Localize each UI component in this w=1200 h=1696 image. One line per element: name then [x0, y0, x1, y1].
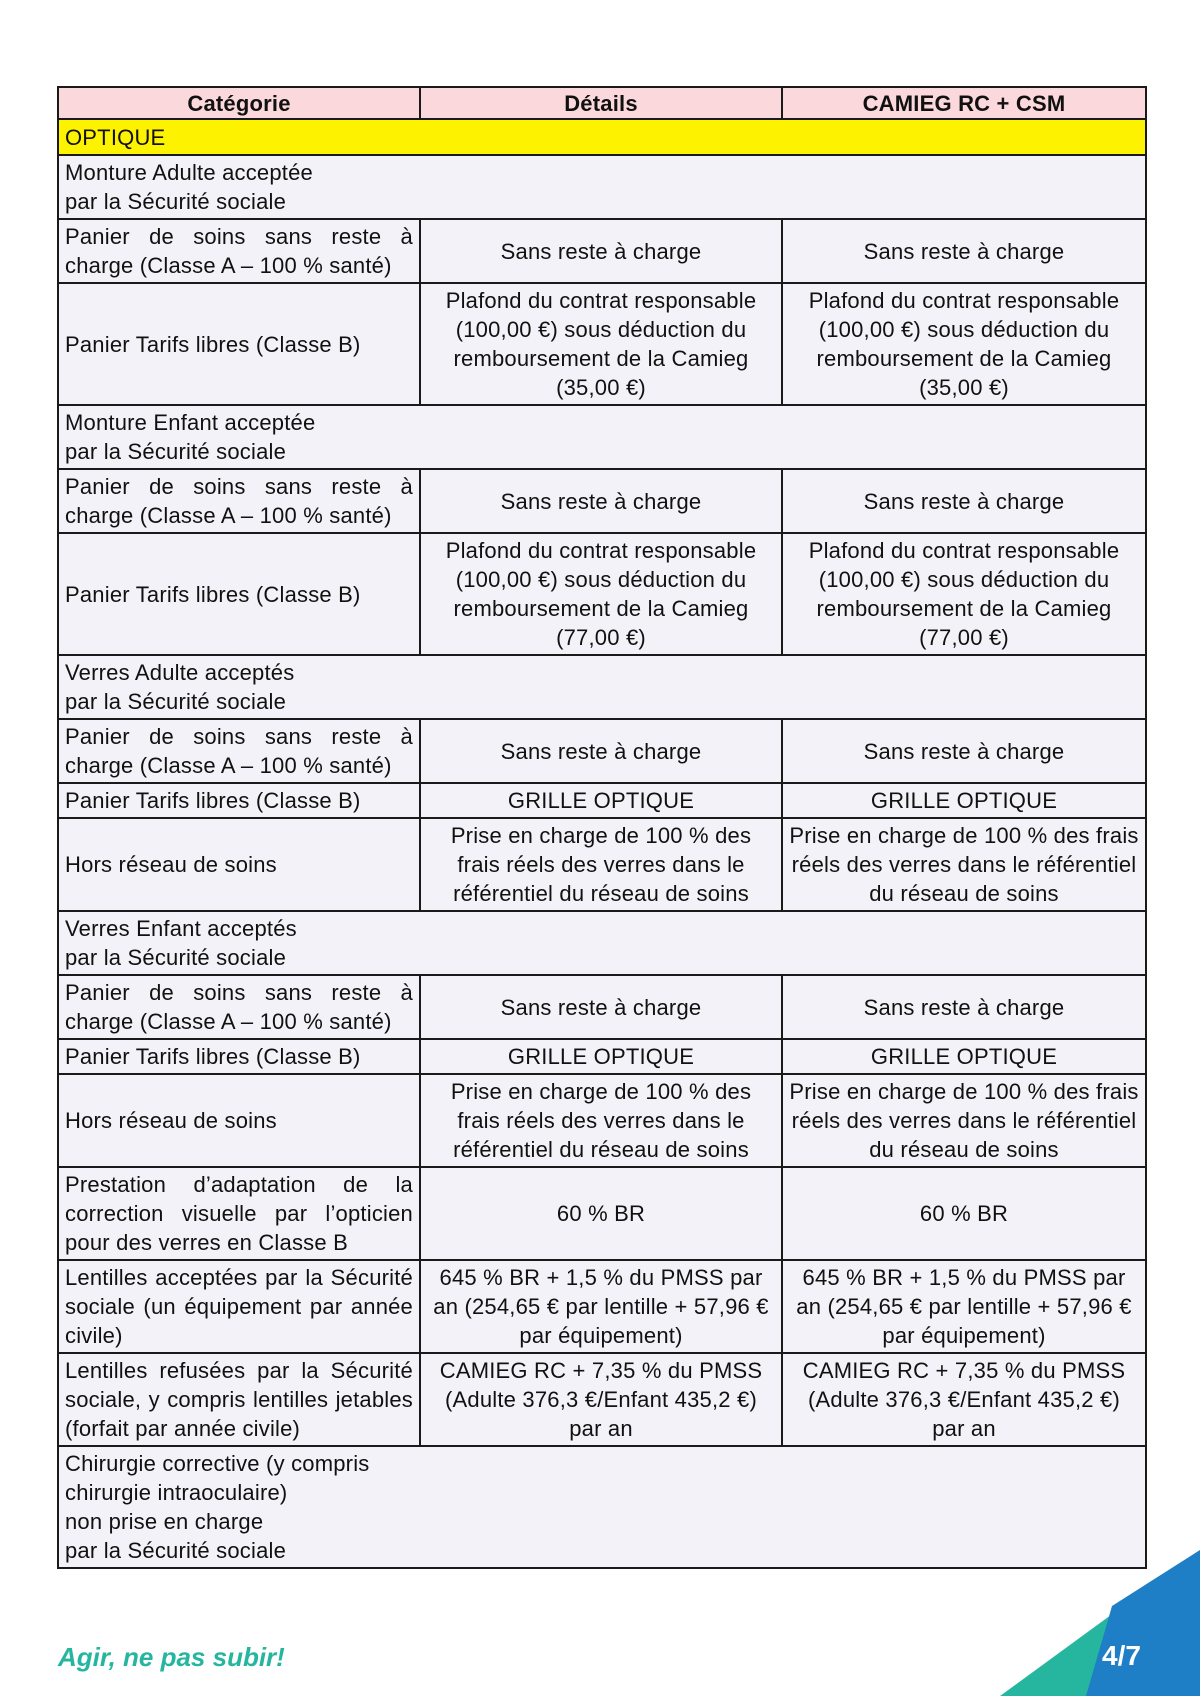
category-cell: Hors réseau de soins — [58, 1074, 420, 1167]
group-heading-line: Monture Enfant acceptée — [65, 410, 316, 435]
group-heading-line: chirurgie intraoculaire) — [65, 1480, 288, 1505]
table-row — [58, 1353, 1146, 1446]
details-cell: Prise en charge de 100 % des frais réels des verres dans le référentiel du réseau de soins — [420, 818, 782, 911]
details-cell: Prise en charge de 100 % des frais réels des verres dans le référentiel du réseau de soins — [420, 1074, 782, 1167]
category-cell: Lentilles acceptées par la Sécurité sociale (un équipement par année civile) — [58, 1260, 420, 1353]
details-cell: Sans reste à charge — [420, 219, 782, 283]
table-row — [58, 1167, 1146, 1260]
category-cell: Hors réseau de soins — [58, 818, 420, 911]
details-cell: CAMIEG RC + 7,35 % du PMSS (Adulte 376,3 €/Enfant 435,2 €) par an — [420, 1353, 782, 1446]
group-heading-line: par la Sécurité sociale — [65, 689, 287, 714]
group-heading — [58, 911, 1146, 975]
category-cell: Panier de soins sans reste à charge (Classe A – 100 % santé) — [58, 219, 420, 283]
group-heading-line: Verres Adulte acceptés — [65, 660, 295, 685]
corner-decoration — [1000, 1546, 1200, 1696]
category-cell: Lentilles refusées par la Sécurité sociale, y compris lentilles jetables (forfait par année civile) — [58, 1353, 420, 1446]
group-heading-line: Verres Enfant acceptés — [65, 916, 297, 941]
category-cell: Panier Tarifs libres (Classe B) — [58, 1039, 420, 1074]
table-row — [58, 533, 1146, 655]
group-heading — [58, 155, 1146, 219]
group-heading-row — [58, 405, 1146, 469]
category-cell: Prestation d’adaptation de la correction visuelle par l’opticien pour des verres en Classe B — [58, 1167, 420, 1260]
camieg-cell: 645 % BR + 1,5 % du PMSS par an (254,65 € par lentille + 57,96 € par équipement) — [782, 1260, 1146, 1353]
section-row — [58, 119, 1146, 155]
camieg-cell: Sans reste à charge — [782, 719, 1146, 783]
section-title: OPTIQUE — [58, 119, 1146, 155]
group-heading-line: par la Sécurité sociale — [65, 439, 287, 464]
table-row — [58, 818, 1146, 911]
column-header-categorie: Catégorie — [58, 87, 420, 119]
group-heading — [58, 655, 1146, 719]
table-row — [58, 469, 1146, 533]
group-heading-line: Chirurgie corrective (y compris — [65, 1451, 370, 1476]
table-row — [58, 783, 1146, 818]
details-cell: Plafond du contrat responsable (100,00 €) sous déduction du remboursement de la Camieg (35,00 €) — [420, 283, 782, 405]
camieg-cell: Sans reste à charge — [782, 219, 1146, 283]
table-body — [58, 119, 1146, 1568]
details-cell: Sans reste à charge — [420, 975, 782, 1039]
camieg-cell: Plafond du contrat responsable (100,00 €) sous déduction du remboursement de la Camieg (35,00 €) — [782, 283, 1146, 405]
category-cell: Panier Tarifs libres (Classe B) — [58, 533, 420, 655]
details-cell: 60 % BR — [420, 1167, 782, 1260]
column-header-details: Détails — [420, 87, 782, 119]
details-cell: GRILLE OPTIQUE — [420, 783, 782, 818]
category-cell: Panier de soins sans reste à charge (Classe A – 100 % santé) — [58, 975, 420, 1039]
table-row — [58, 219, 1146, 283]
table-row — [58, 1039, 1146, 1074]
group-heading-row — [58, 1446, 1146, 1568]
table-row — [58, 1074, 1146, 1167]
group-heading — [58, 1446, 1146, 1568]
details-cell: Sans reste à charge — [420, 719, 782, 783]
group-heading-line: par la Sécurité sociale — [65, 945, 287, 970]
details-cell: 645 % BR + 1,5 % du PMSS par an (254,65 € par lentille + 57,96 € par équipement) — [420, 1260, 782, 1353]
camieg-cell: Sans reste à charge — [782, 975, 1146, 1039]
table-row — [58, 719, 1146, 783]
table-header — [58, 87, 1146, 119]
group-heading-row — [58, 655, 1146, 719]
group-heading-row — [58, 911, 1146, 975]
details-cell: GRILLE OPTIQUE — [420, 1039, 782, 1074]
category-cell: Panier de soins sans reste à charge (Classe A – 100 % santé) — [58, 469, 420, 533]
group-heading-line: par la Sécurité sociale — [65, 1538, 287, 1563]
category-cell: Panier Tarifs libres (Classe B) — [58, 283, 420, 405]
group-heading-line: Monture Adulte acceptée — [65, 160, 313, 185]
group-heading-line: par la Sécurité sociale — [65, 189, 287, 214]
table-row — [58, 283, 1146, 405]
coverage-table — [57, 86, 1147, 1569]
details-cell: Plafond du contrat responsable (100,00 €) sous déduction du remboursement de la Camieg (77,00 €) — [420, 533, 782, 655]
group-heading-line: non prise en charge — [65, 1509, 264, 1534]
details-cell: Sans reste à charge — [420, 469, 782, 533]
table-row — [58, 1260, 1146, 1353]
group-heading — [58, 405, 1146, 469]
table-row — [58, 975, 1146, 1039]
group-heading-row — [58, 155, 1146, 219]
camieg-cell: Sans reste à charge — [782, 469, 1146, 533]
category-cell: Panier de soins sans reste à charge (Classe A – 100 % santé) — [58, 719, 420, 783]
category-cell: Panier Tarifs libres (Classe B) — [58, 783, 420, 818]
camieg-cell: 60 % BR — [782, 1167, 1146, 1260]
page-number: 4/7 — [1102, 1640, 1141, 1671]
footer-slogan: Agir, ne pas subir! — [58, 1642, 285, 1672]
column-header-camieg: CAMIEG RC + CSM — [782, 87, 1146, 119]
camieg-cell: GRILLE OPTIQUE — [782, 1039, 1146, 1074]
camieg-cell: Plafond du contrat responsable (100,00 €) sous déduction du remboursement de la Camieg (77,00 €) — [782, 533, 1146, 655]
camieg-cell: Prise en charge de 100 % des frais réels des verres dans le référentiel du réseau de soins — [782, 1074, 1146, 1167]
camieg-cell: GRILLE OPTIQUE — [782, 783, 1146, 818]
camieg-cell: Prise en charge de 100 % des frais réels des verres dans le référentiel du réseau de soins — [782, 818, 1146, 911]
camieg-cell: CAMIEG RC + 7,35 % du PMSS (Adulte 376,3 €/Enfant 435,2 €) par an — [782, 1353, 1146, 1446]
